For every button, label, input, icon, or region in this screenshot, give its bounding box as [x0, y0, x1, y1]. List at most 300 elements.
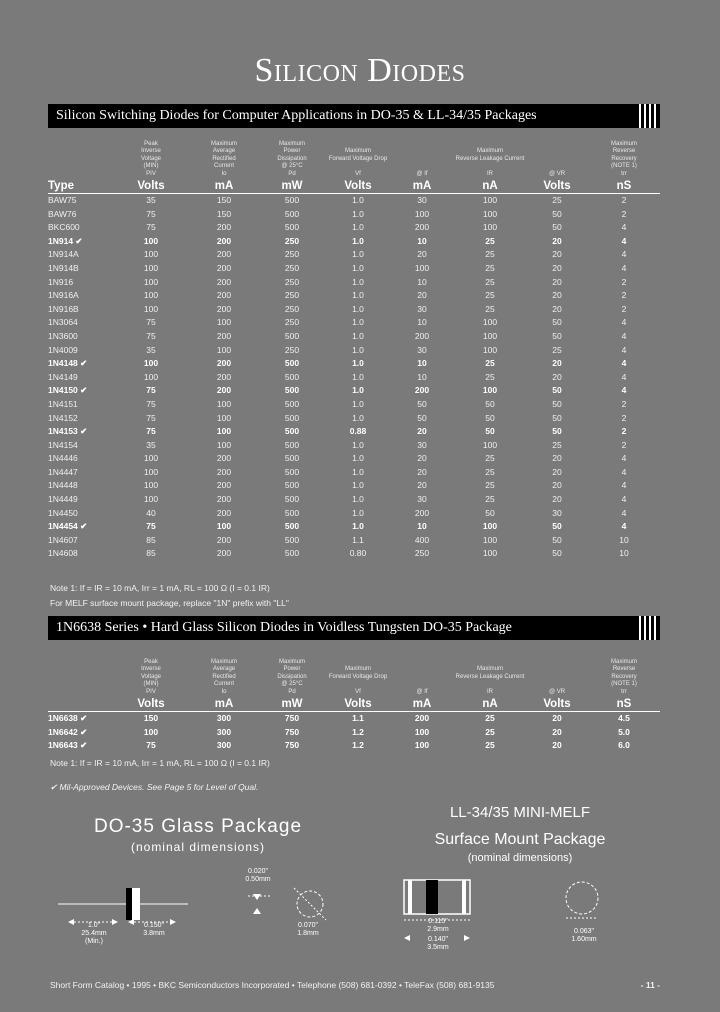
- table-row: [48, 194, 660, 208]
- unit-header: Volts: [112, 696, 190, 712]
- table-cell: 4: [621, 344, 627, 355]
- table-cell: 150: [216, 208, 232, 219]
- table-cell: 500: [284, 208, 300, 219]
- table-cell: 2: [621, 439, 627, 450]
- table-cell: 100: [216, 521, 232, 532]
- table-cell: 100: [482, 317, 498, 328]
- table-cell: 200: [216, 358, 232, 369]
- table-cell: 300: [216, 713, 232, 723]
- unit-header: Volts: [526, 696, 588, 712]
- table-cell: 250: [284, 235, 300, 246]
- table-cell: 200: [216, 262, 232, 273]
- table-cell: 1.0: [352, 276, 364, 287]
- diode-type: 1N4607: [48, 534, 78, 545]
- table-row: [48, 330, 660, 344]
- table-cell: 100: [482, 208, 498, 219]
- table-cell: 100: [414, 726, 430, 737]
- diode-type: 1N4154: [48, 439, 78, 450]
- table-cell: 200: [216, 290, 232, 301]
- table-cell: 500: [284, 494, 300, 505]
- page-footer: [50, 980, 660, 990]
- table-cell: 4: [621, 330, 627, 341]
- table-row: [48, 507, 660, 521]
- table-cell: 500: [284, 507, 300, 518]
- table-cell: 2: [621, 276, 627, 287]
- table-cell: 4: [621, 453, 627, 464]
- table-cell: 4: [621, 521, 627, 532]
- table-cell: 75: [146, 385, 156, 396]
- table-cell: 1.1: [352, 534, 364, 545]
- table-row: [48, 262, 660, 276]
- table-cell: 85: [146, 534, 156, 545]
- table-cell: 10: [619, 548, 629, 559]
- table-cell: 10: [619, 534, 629, 545]
- unit-header: mA: [190, 696, 258, 712]
- table-row: [48, 712, 660, 726]
- table-cell: 100: [482, 344, 498, 355]
- table-cell: 4: [621, 385, 627, 396]
- table-cell: 200: [216, 507, 232, 518]
- diode-type: 1N4608: [48, 548, 78, 559]
- table-cell: 20: [552, 290, 562, 301]
- glass-diodes-table: [48, 646, 660, 753]
- banner-decoration: [639, 616, 656, 640]
- table-cell: 1.0: [352, 330, 364, 341]
- table-cell: 1.0: [352, 358, 364, 369]
- diode-type: BAW76: [48, 208, 77, 219]
- table-cell: 75: [146, 208, 156, 219]
- unit-header: nS: [588, 696, 660, 712]
- table-cell: 30: [552, 507, 562, 518]
- do35-wire-dimension: 0.020" 0.50mm: [245, 868, 271, 883]
- table-row: [48, 316, 660, 330]
- table-cell: 20: [552, 249, 562, 260]
- unit-header: mW: [258, 178, 326, 194]
- table-cell: 20: [417, 426, 427, 437]
- diode-type: 1N4153 ✔: [48, 426, 88, 437]
- table-cell: 100: [414, 262, 430, 273]
- table-cell: 20: [552, 740, 562, 751]
- table-cell: 4: [621, 371, 627, 382]
- table-cell: 100: [143, 249, 159, 260]
- table-cell: 200: [216, 235, 232, 246]
- table-row: [48, 547, 660, 561]
- table-cell: 1.0: [352, 317, 364, 328]
- table-cell: 200: [216, 385, 232, 396]
- table-cell: 20: [417, 290, 427, 301]
- table-cell: 500: [284, 330, 300, 341]
- table-cell: 25: [485, 262, 495, 273]
- column-header: Maximum Forward Voltage Drop Vf: [328, 148, 388, 177]
- diode-type: BAW75: [48, 195, 77, 205]
- table-cell: 2: [621, 412, 627, 423]
- table-cell: 1.0: [352, 195, 364, 205]
- table-cell: 250: [284, 303, 300, 314]
- table-cell: 100: [143, 290, 159, 301]
- melf-length-dimension-1: 0.115" 2.9mm: [427, 918, 449, 933]
- table-cell: 100: [482, 330, 498, 341]
- table-cell: 75: [146, 426, 156, 437]
- diode-type: 1N4449: [48, 494, 78, 505]
- table-cell: 1.0: [352, 453, 364, 464]
- unit-header: Volts: [326, 696, 390, 712]
- unit-header: Volts: [326, 178, 390, 194]
- table-cell: 25: [485, 466, 495, 477]
- table-cell: 200: [414, 222, 430, 233]
- table-cell: 20: [552, 358, 562, 369]
- table-cell: 20: [417, 480, 427, 491]
- table-cell: 500: [284, 385, 300, 396]
- table-cell: 200: [216, 480, 232, 491]
- table-cell: 1.0: [352, 521, 364, 532]
- table-cell: 1.0: [352, 371, 364, 382]
- table-cell: 250: [284, 276, 300, 287]
- melf-title-2: Surface Mount Package: [434, 831, 606, 848]
- table-row: [48, 466, 660, 480]
- section-2-note-1: Note 1: If = IR = 10 mA, Irr = 1 mA, RL = 100 Ω (I = 0.1 IR): [50, 758, 270, 768]
- table-row: [48, 289, 660, 303]
- table-cell: 500: [284, 412, 300, 423]
- table-cell: 6.0: [618, 740, 630, 751]
- table-cell: 1.0: [352, 208, 364, 219]
- section-2-heading: [48, 616, 660, 640]
- table-cell: 50: [485, 426, 495, 437]
- column-header: Maximum Forward Voltage Drop Vf: [328, 666, 388, 695]
- table-cell: 4: [621, 466, 627, 477]
- table-row: [48, 425, 660, 439]
- table-cell: 50: [552, 548, 562, 559]
- table-row: [48, 479, 660, 493]
- table-cell: 100: [143, 371, 159, 382]
- table-cell: 2: [621, 195, 627, 205]
- table-row: [48, 235, 660, 249]
- column-header: @ If: [416, 170, 428, 177]
- table-cell: 30: [417, 439, 427, 450]
- table-cell: 10: [417, 371, 427, 382]
- table-cell: 75: [146, 330, 156, 341]
- table-cell: 100: [216, 439, 232, 450]
- table-cell: 100: [482, 385, 498, 396]
- table-cell: 1.0: [352, 398, 364, 409]
- table-cell: 200: [216, 276, 232, 287]
- footer-catalog-info: Short Form Catalog • 1995 • BKC Semiconductors Incorporated • Telephone (508) 681-0392 • TeleFax (508) 681-9135: [50, 980, 495, 990]
- table-cell: 40: [146, 507, 156, 518]
- table-cell: 200: [414, 330, 430, 341]
- table-cell: 25: [552, 344, 562, 355]
- table-cell: 100: [216, 398, 232, 409]
- diode-type: 1N914B: [48, 262, 79, 273]
- table-cell: 500: [284, 439, 300, 450]
- diode-type: 1N6638 ✔: [48, 713, 88, 723]
- table-cell: 35: [146, 195, 156, 205]
- table-cell: 20: [552, 276, 562, 287]
- unit-header: Volts: [526, 178, 588, 194]
- table-cell: 75: [146, 317, 156, 328]
- table-cell: 500: [284, 548, 300, 559]
- unit-header: Type: [48, 178, 112, 194]
- table-cell: 20: [552, 453, 562, 464]
- table-cell: 25: [485, 276, 495, 287]
- unit-header: mA: [190, 178, 258, 194]
- table-cell: 500: [284, 534, 300, 545]
- table-cell: 4: [621, 480, 627, 491]
- section-1-heading-text: Silicon Switching Diodes for Computer Applications in DO-35 & LL-34/35 Packages: [56, 108, 537, 123]
- table-cell: 100: [143, 358, 159, 369]
- diode-type: 1N916: [48, 276, 74, 287]
- table-cell: 100: [216, 426, 232, 437]
- table-cell: 10: [417, 521, 427, 532]
- do35-lead-dimension: 1.0" 25.4mm (Min.): [81, 922, 107, 945]
- table-cell: 20: [552, 726, 562, 737]
- column-header: Peak Inverse Voltage (MIN) PIV: [140, 658, 162, 695]
- unit-header: Volts: [112, 178, 190, 194]
- melf-title: LL-34/35 MINI-MELF: [449, 804, 591, 821]
- table-cell: 200: [216, 303, 232, 314]
- column-header: Maximum Power Dissipation @ 25°C Pd: [277, 140, 307, 177]
- table-cell: 20: [417, 466, 427, 477]
- diode-type: 1N4447: [48, 466, 78, 477]
- table-cell: 200: [216, 249, 232, 260]
- diode-type: 1N4149: [48, 371, 78, 382]
- table-cell: 25: [552, 439, 562, 450]
- table-cell: 100: [482, 548, 498, 559]
- diode-type: 1N3600: [48, 330, 78, 341]
- unit-header: nA: [454, 178, 526, 194]
- table-cell: 20: [417, 249, 427, 260]
- table-cell: 25: [485, 480, 495, 491]
- table-cell: 500: [284, 426, 300, 437]
- diode-type: 1N3064: [48, 317, 78, 328]
- table-cell: 2: [621, 426, 627, 437]
- do35-body-dimension: 0.150" 3.8mm: [143, 922, 165, 937]
- table-cell: 50: [552, 426, 562, 437]
- column-header: [48, 134, 112, 178]
- table-cell: 1.1: [352, 713, 364, 723]
- table-cell: 10: [417, 317, 427, 328]
- section-2-heading-text: 1N6638 Series • Hard Glass Silicon Diodes in Voidless Tungsten DO-35 Package: [56, 620, 512, 635]
- table-cell: 4: [621, 249, 627, 260]
- unit-header: mA: [390, 696, 454, 712]
- table-cell: 750: [284, 726, 300, 737]
- table-cell: 150: [216, 195, 232, 205]
- table-cell: 25: [485, 235, 495, 246]
- table-cell: 2: [621, 398, 627, 409]
- table-cell: 35: [146, 439, 156, 450]
- table-cell: 2: [621, 303, 627, 314]
- table-cell: 10: [417, 358, 427, 369]
- table-cell: 250: [284, 262, 300, 273]
- table-cell: 250: [284, 317, 300, 328]
- unit-header: nA: [454, 696, 526, 712]
- table-cell: 1.0: [352, 507, 364, 518]
- table-cell: 250: [284, 249, 300, 260]
- table-cell: 100: [143, 453, 159, 464]
- table-cell: 100: [482, 222, 498, 233]
- table-cell: 100: [143, 235, 159, 246]
- melf-diameter-dimension: 0.063" 1.60mm: [571, 928, 597, 943]
- table-cell: 250: [284, 344, 300, 355]
- table-cell: 25: [485, 726, 495, 737]
- table-cell: 200: [414, 385, 430, 396]
- table-cell: 10: [417, 235, 427, 246]
- table-cell: 20: [417, 453, 427, 464]
- table-cell: 75: [146, 398, 156, 409]
- table-cell: 20: [552, 480, 562, 491]
- table-cell: 1.0: [352, 466, 364, 477]
- do35-title: DO-35 Glass Package: [93, 816, 303, 837]
- table-cell: 4: [621, 235, 627, 246]
- diode-type: 1N4448: [48, 480, 78, 491]
- table-cell: 4: [621, 222, 627, 233]
- section-1-note-1: Note 1: If = IR = 10 mA, Irr = 1 mA, RL = 100 Ω (I = 0.1 IR): [50, 583, 270, 593]
- table-cell: 25: [485, 290, 495, 301]
- table-cell: 500: [284, 480, 300, 491]
- column-header: @ VR: [548, 170, 566, 177]
- diode-type: 1N6643 ✔: [48, 740, 88, 751]
- table-cell: 4.5: [618, 713, 630, 723]
- table-row: [48, 303, 660, 317]
- column-header: Maximum Reverse Recovery (NOTE 1) trr: [610, 658, 637, 695]
- table-cell: 20: [552, 466, 562, 477]
- column-header: Peak Inverse Voltage (MIN) PIV: [140, 140, 162, 177]
- unit-header: mA: [390, 178, 454, 194]
- unit-header: mW: [258, 696, 326, 712]
- table-cell: 50: [552, 398, 562, 409]
- table-cell: 25: [485, 494, 495, 505]
- table-cell: 50: [485, 507, 495, 518]
- table-cell: 300: [216, 740, 232, 751]
- table-cell: 25: [485, 740, 495, 751]
- table-cell: 4: [621, 494, 627, 505]
- table-cell: 50: [417, 412, 427, 423]
- table-cell: 75: [146, 412, 156, 423]
- column-header: Maximum Power Dissipation @ 25°C Pd: [277, 658, 307, 695]
- diode-type: 1N4150 ✔: [48, 385, 88, 396]
- table-cell: 2: [621, 208, 627, 219]
- table-cell: 1.0: [352, 385, 364, 396]
- table-cell: 20: [552, 494, 562, 505]
- banner-decoration: [639, 104, 656, 128]
- table-cell: 100: [143, 262, 159, 273]
- table-cell: 30: [417, 303, 427, 314]
- table-cell: 1.2: [352, 726, 364, 737]
- melf-subtitle: (nominal dimensions): [467, 852, 573, 864]
- table-cell: 500: [284, 398, 300, 409]
- table-cell: 75: [146, 521, 156, 532]
- table-cell: 30: [417, 344, 427, 355]
- table-cell: 500: [284, 466, 300, 477]
- unit-header: [48, 696, 112, 712]
- diode-type: 1N4152: [48, 412, 78, 423]
- table-cell: 1.0: [352, 235, 364, 246]
- diode-type: 1N916A: [48, 290, 79, 301]
- table-cell: 1.0: [352, 480, 364, 491]
- do35-subtitle: (nominal dimensions): [130, 840, 266, 854]
- table-cell: 100: [143, 276, 159, 287]
- table-row: [48, 493, 660, 507]
- page-title: Silicon Diodes: [254, 52, 466, 89]
- table-cell: 10: [417, 276, 427, 287]
- table-cell: 250: [414, 548, 430, 559]
- table-cell: 100: [414, 740, 430, 751]
- table-cell: 500: [284, 358, 300, 369]
- table-cell: 20: [552, 371, 562, 382]
- table-cell: 1.0: [352, 494, 364, 505]
- table-row: [48, 371, 660, 385]
- table-cell: 20: [552, 713, 562, 723]
- diode-type: 1N4450: [48, 507, 78, 518]
- table-cell: 0.80: [349, 548, 367, 559]
- table-cell: 200: [216, 548, 232, 559]
- table-cell: 1.0: [352, 412, 364, 423]
- page-number: - 11 -: [640, 980, 660, 990]
- section-1-note-2: For MELF surface mount package, replace "1N" prefix with "LL": [50, 598, 289, 608]
- table-cell: 1.2: [352, 740, 364, 751]
- table-cell: 30: [417, 195, 427, 205]
- table-cell: 750: [284, 713, 300, 723]
- table-row: [48, 357, 660, 371]
- table-cell: 500: [284, 371, 300, 382]
- table-cell: 200: [216, 534, 232, 545]
- table-cell: 75: [146, 222, 156, 233]
- column-header: @ VR: [548, 688, 566, 695]
- table-row: [48, 739, 660, 753]
- diode-type: 1N4009: [48, 344, 78, 355]
- table-cell: 100: [482, 521, 498, 532]
- table-cell: 200: [414, 713, 430, 723]
- table-row: [48, 248, 660, 262]
- table-cell: 35: [146, 344, 156, 355]
- table-cell: 200: [216, 330, 232, 341]
- table-cell: 200: [216, 466, 232, 477]
- table-cell: 0.88: [349, 426, 367, 437]
- table-row: [48, 520, 660, 534]
- table-cell: 50: [552, 521, 562, 532]
- column-header: @ If: [416, 688, 428, 695]
- table-cell: 200: [216, 494, 232, 505]
- column-header: Maximum Average Rectified Current Io: [210, 658, 237, 695]
- table-cell: 50: [552, 317, 562, 328]
- table-cell: 500: [284, 222, 300, 233]
- table-cell: 50: [485, 412, 495, 423]
- table-cell: 400: [414, 534, 430, 545]
- table-cell: 25: [485, 453, 495, 464]
- table-cell: 4: [621, 262, 627, 273]
- table-cell: 25: [485, 358, 495, 369]
- column-header: Maximum Average Rectified Current Io: [210, 140, 237, 177]
- column-header: Maximum Reverse Leakage Current IR: [455, 148, 525, 177]
- table-cell: 30: [417, 494, 427, 505]
- table-cell: 500: [284, 453, 300, 464]
- table-cell: 1.0: [352, 344, 364, 355]
- table-cell: 1.0: [352, 439, 364, 450]
- table-cell: 100: [143, 494, 159, 505]
- column-header: Maximum Reverse Recovery (NOTE 1) trr: [610, 140, 637, 177]
- table-cell: 200: [216, 371, 232, 382]
- table-cell: 100: [143, 303, 159, 314]
- table-row: [48, 452, 660, 466]
- table-cell: 100: [414, 208, 430, 219]
- diode-type: 1N916B: [48, 303, 79, 314]
- table-cell: 25: [552, 195, 562, 205]
- table-cell: 200: [216, 222, 232, 233]
- table-row: [48, 726, 660, 740]
- table-cell: 4: [621, 507, 627, 518]
- table-cell: 50: [485, 398, 495, 409]
- table-cell: 1.0: [352, 303, 364, 314]
- table-cell: 100: [143, 726, 159, 737]
- melf-length-dimension-2: 0.140" 3.5mm: [427, 936, 449, 951]
